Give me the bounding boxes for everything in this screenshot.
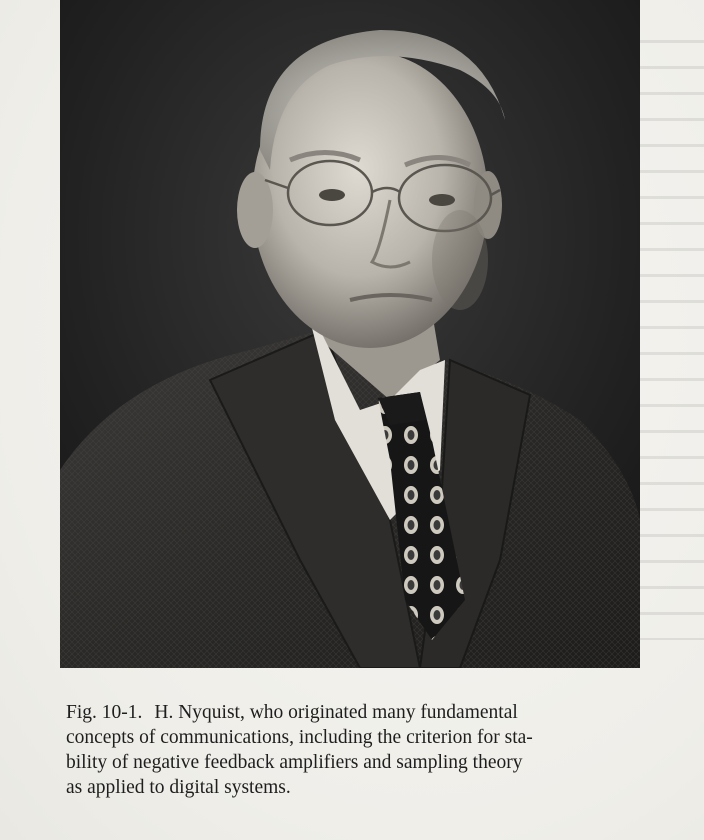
caption-line-2: concepts of communications, including the criterion for sta- xyxy=(66,727,533,748)
figure-label: Fig. 10-1. xyxy=(66,702,143,723)
caption-line-3: bility of negative feedback amplifiers and sampling theory xyxy=(66,752,523,773)
caption-text-1: H. Nyquist, who originated many fundamental xyxy=(154,702,518,723)
caption-line-4: as applied to digital systems. xyxy=(66,777,291,798)
portrait-photograph xyxy=(60,0,640,668)
caption-line-1 xyxy=(66,700,666,725)
figure-caption xyxy=(66,700,666,800)
